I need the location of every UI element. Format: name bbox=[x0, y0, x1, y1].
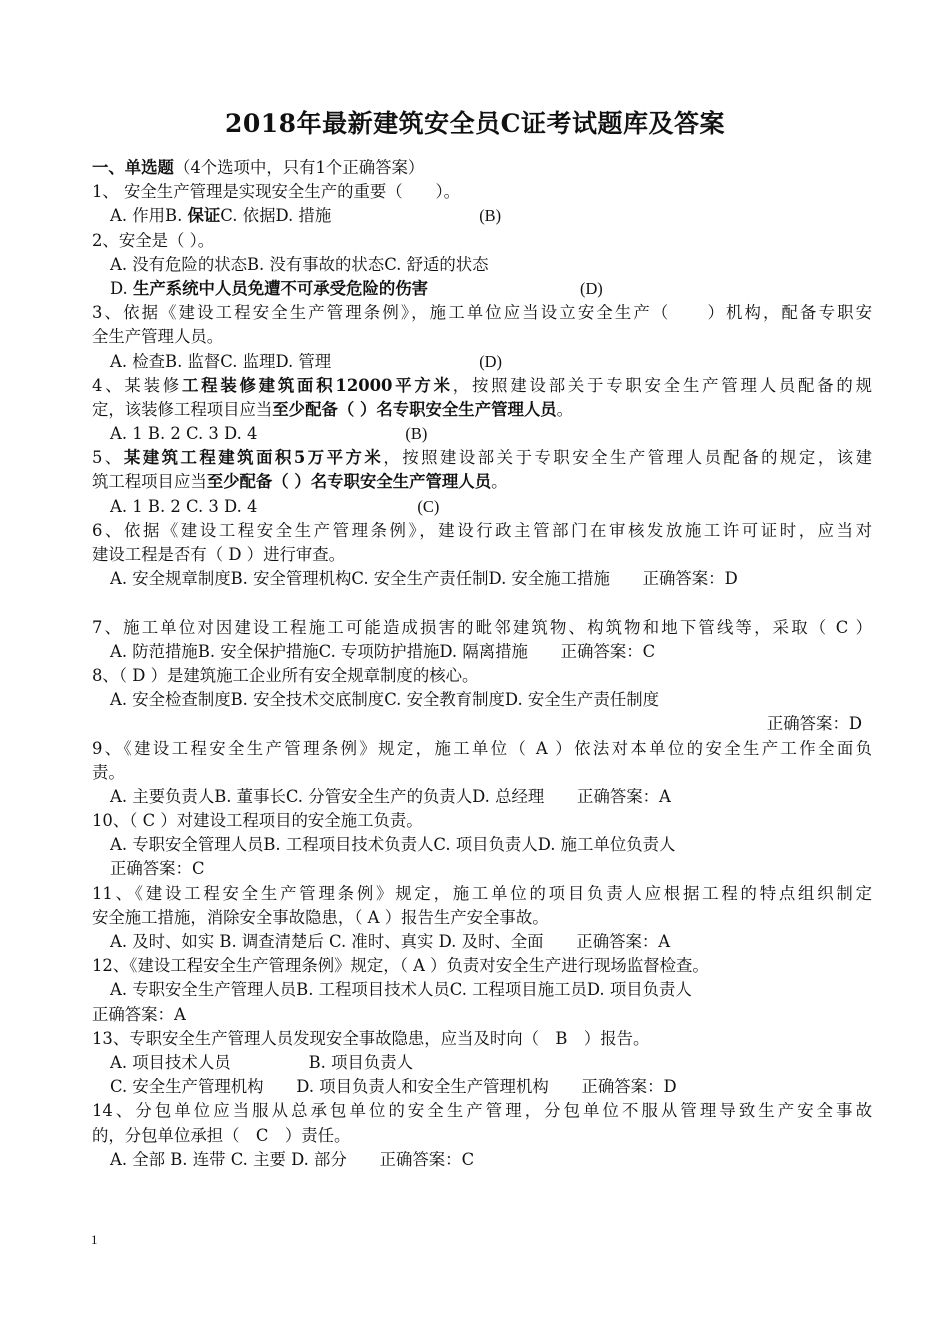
page-number: 1 bbox=[91, 1232, 98, 1247]
question-10: 10、（ C ）对建设工程项目的安全施工负责。 bbox=[92, 811, 423, 831]
question-13: 13、专职安全生产管理人员发现安全事故隐患，应当及时向（ B ）报告。 bbox=[92, 1028, 650, 1048]
question-8: 8、（ D ）是建筑施工企业所有安全规章制度的核心。 bbox=[92, 665, 479, 685]
question-1-options bbox=[92, 204, 872, 228]
q5-text-2: ，按照建设部关于专职安全生产管理人员配备的规定，该建 bbox=[383, 448, 873, 468]
question-11-cont: 安全施工措施，消除安全事故隐患，（ A ）报告生产安全事故。 bbox=[92, 907, 549, 927]
q4-answer: (B) bbox=[405, 424, 428, 444]
question-2-options: A. 没有危险的状态B. 没有事故的状态C. 舒适的状态 bbox=[110, 254, 489, 274]
question-14-options: A. 全部 B. 连带 C. 主要 D. 部分 正确答案：C bbox=[110, 1149, 475, 1169]
q4-options-text: A. 1 B. 2 C. 3 D. 4 bbox=[110, 424, 258, 444]
question-list bbox=[92, 156, 872, 1172]
question-14: 14、分包单位应当服从总承包单位的安全生产管理，分包单位不服从管理导致生产安全事故 bbox=[92, 1101, 872, 1121]
question-3: 3、依据《建设工程安全生产管理条例》，施工单位应当设立安全生产（ ）机构，配备专职安 bbox=[92, 303, 872, 323]
q5-text: 5、 bbox=[92, 448, 124, 468]
question-6: 6、依据《建设工程安全生产管理条例》，建设行政主管部门在审核发放施工许可证时，应当对 bbox=[92, 520, 872, 540]
q1-option-text-2: C. 依据D. 措施 bbox=[220, 206, 332, 226]
question-11: 11、《建设工程安全生产管理条例》规定，施工单位的项目负责人应根据工程的特点组织制定 bbox=[92, 883, 872, 903]
question-6-cont: 建设工程是否有（ D ）进行审查。 bbox=[92, 545, 346, 564]
q4-cont-end: 。 bbox=[556, 399, 574, 419]
q5-cont-end: 。 bbox=[491, 472, 508, 492]
question-14-cont: 的，分包单位承担（ C ）责任。 bbox=[92, 1125, 351, 1145]
q5-cont-bold: 至少配备（ ）名专职安全生产管理人员 bbox=[206, 472, 492, 492]
q4-cont-text: 定，该装修工程项目应当 bbox=[92, 399, 273, 419]
question-2-option-d bbox=[92, 277, 872, 301]
question-1: 1、 安全生产管理是实现安全生产的重要（ ）。 bbox=[92, 182, 461, 202]
q2-option-d-label: D. bbox=[110, 278, 133, 298]
question-9: 9、《建设工程安全生产管理条例》规定，施工单位（ A ）依法对本单位的安全生产工作全面负 bbox=[92, 738, 872, 758]
page-title: 2018年最新建筑安全员C证考试题库及答案 bbox=[225, 109, 725, 138]
question-13-options-ab bbox=[92, 1051, 872, 1075]
q1-option-text: A. 作用B. bbox=[110, 206, 188, 226]
question-9-options: A. 主要负责人B. 董事长C. 分管安全生产的负责人D. 总经理 正确答案：A bbox=[110, 786, 671, 806]
q4-bold: 工程装修建筑面积12000平方米 bbox=[181, 375, 453, 395]
question-3-cont: 全生产管理人员。 bbox=[92, 327, 224, 347]
q4-text-2: ，按照建设部关于专职安全生产管理人员配备的规 bbox=[452, 375, 872, 395]
question-7: 7、施工单位对因建设工程施工可能造成损害的毗邻建筑物、构筑物和地下管线等，采取（ C ） bbox=[92, 617, 872, 637]
q2-answer: (D) bbox=[580, 278, 603, 298]
question-5 bbox=[92, 446, 872, 470]
question-8-options: A. 安全检查制度B. 安全技术交底制度C. 安全教育制度D. 安全生产责任制度 bbox=[110, 690, 660, 710]
question-8-answer: 正确答案：D bbox=[766, 714, 862, 734]
q13-option-b: B. 项目负责人 bbox=[308, 1052, 414, 1072]
q1-answer: (B) bbox=[479, 206, 502, 226]
q2-option-d-bold: 生产系统中人员免遭不可承受危险的伤害 bbox=[132, 278, 429, 298]
question-4 bbox=[92, 374, 872, 398]
q1-option-bold: 保证 bbox=[187, 206, 221, 226]
q3-options-text: A. 检查B. 监督C. 监理D. 管理 bbox=[110, 351, 332, 371]
q4-cont-bold: 至少配备（ ）名专职安全生产管理人员 bbox=[272, 399, 557, 419]
section-note: （4个选项中，只有1个正确答案） bbox=[173, 158, 425, 177]
q5-options-text: A. 1 B. 2 C. 3 D. 4 bbox=[110, 496, 258, 516]
question-4-cont bbox=[92, 398, 872, 422]
question-6-options: A. 安全规章制度B. 安全管理机构C. 安全生产责任制D. 安全施工措施 正确答案：D bbox=[110, 569, 738, 589]
question-13-options-cd: C. 安全生产管理机构 D. 项目负责人和安全生产管理机构 正确答案：D bbox=[110, 1077, 677, 1097]
question-12-answer: 正确答案：A bbox=[92, 1004, 186, 1024]
question-3-options bbox=[92, 350, 872, 374]
question-7-options: A. 防范措施B. 安全保护措施C. 专项防护措施D. 隔离措施 正确答案：C bbox=[110, 641, 656, 661]
section-heading-line bbox=[92, 156, 872, 180]
question-12-options: A. 专职安全生产管理人员B. 工程项目技术人员C. 工程项目施工员D. 项目负责人 bbox=[110, 980, 692, 1000]
q5-bold: 某建筑工程建筑面积5万平方米 bbox=[123, 448, 384, 468]
spacer bbox=[92, 591, 872, 615]
q13-option-a: A. 项目技术人员 bbox=[110, 1052, 231, 1072]
q4-text: 4、某装修 bbox=[92, 375, 182, 395]
section-heading: 一、单选题 bbox=[92, 158, 174, 177]
question-5-cont bbox=[92, 470, 872, 494]
question-4-options bbox=[92, 422, 872, 446]
question-10-answer: 正确答案：C bbox=[110, 859, 205, 879]
question-11-options: A. 及时、如实 B. 调查清楚后 C. 准时、真实 D. 及时、全面 正确答案：A bbox=[110, 932, 671, 951]
question-12: 12、《建设工程安全生产管理条例》规定，（ A ）负责对安全生产进行现场监督检查。 bbox=[92, 956, 709, 976]
q5-cont-text: 筑工程项目应当 bbox=[92, 472, 207, 492]
q3-answer: (D) bbox=[479, 351, 502, 371]
question-2: 2、安全是（ ）。 bbox=[92, 230, 215, 250]
q5-answer: (C) bbox=[417, 496, 440, 516]
question-5-options bbox=[92, 495, 872, 519]
question-10-options: A. 专职安全管理人员B. 工程项目技术负责人C. 项目负责人D. 施工单位负责人 bbox=[110, 835, 676, 855]
question-9-cont: 责。 bbox=[92, 762, 125, 782]
